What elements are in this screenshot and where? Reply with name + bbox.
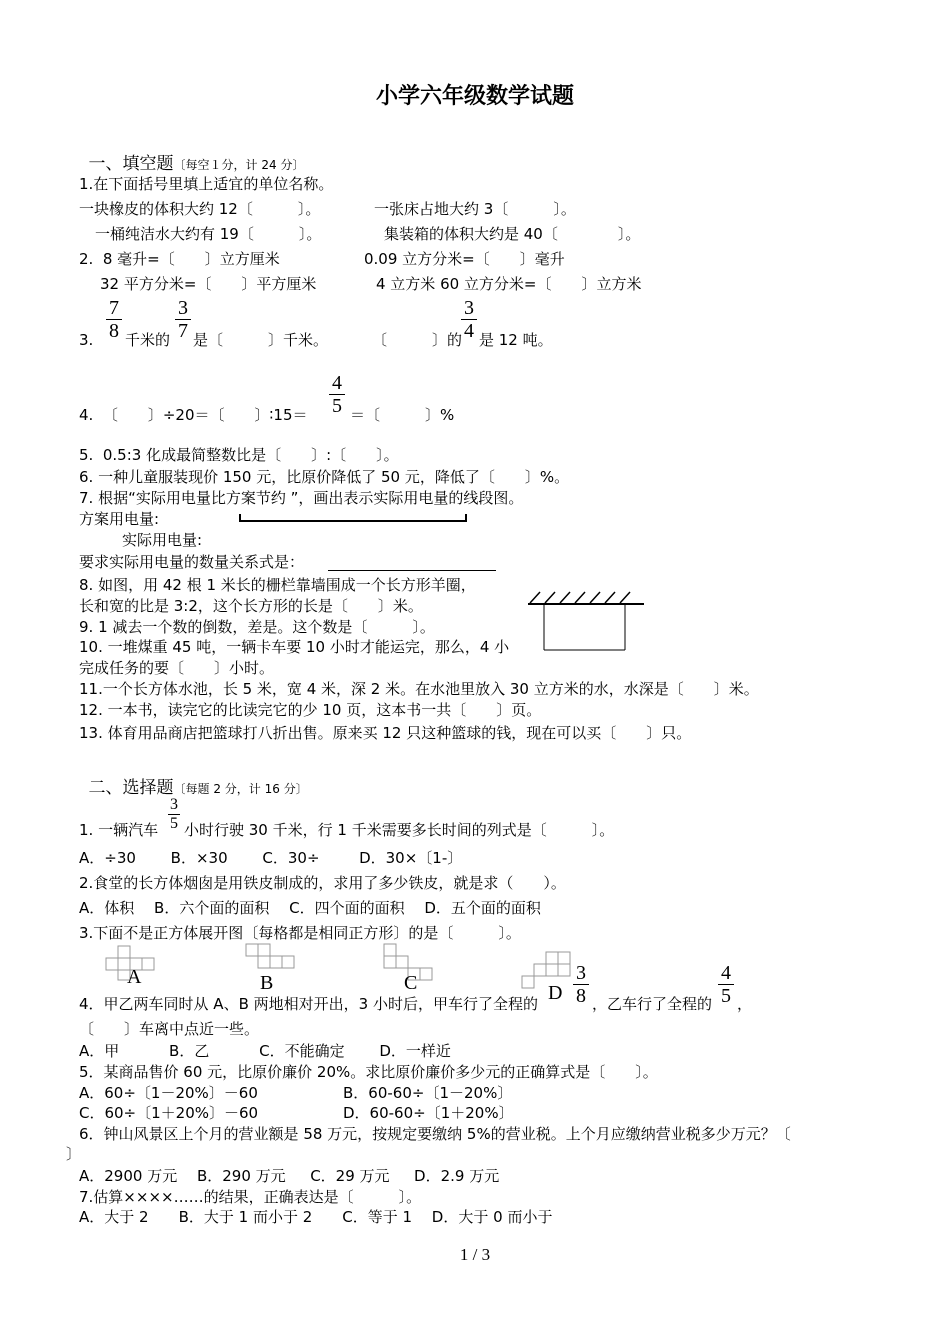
choice-2: 2.食堂的长方体烟囱是用铁皮制成的，求用了多少铁皮，就是求（ ）。 xyxy=(79,874,566,892)
question-8a: 8. 如图，用 42 根 1 米长的栅栏靠墙围成一个长方形羊圈， xyxy=(79,576,476,594)
fraction-3-4: 3 4 xyxy=(461,298,477,341)
fraction-3-5: 3 5 xyxy=(170,796,178,832)
question-2b: 0.09 立方分米=〔 〕毫升 xyxy=(364,250,565,268)
answer-blank-line xyxy=(328,570,496,571)
question-1d: 集装箱的体积大约是 40〔 〕。 xyxy=(384,225,641,243)
fraction-4-5-b: 4 5 xyxy=(718,963,734,1006)
page-number: 1 / 3 xyxy=(459,1245,491,1264)
choice-5-option-c: C．60÷〔1＋20%〕－60 xyxy=(79,1104,259,1122)
question-3-text-c: 〔 〕的 xyxy=(372,331,463,349)
question-4-text-b: ＝〔 〕% xyxy=(350,406,455,424)
question-3-text-a: 千米的 xyxy=(125,331,171,349)
fraction-7-8: 7 8 xyxy=(106,298,122,341)
net-label-d: D xyxy=(548,982,563,1004)
choice-6: 6．钟山风景区上个月的营业额是 58 万元，按规定要缴纳 5%的营业税。上个月应缴纳营业税多少万元？〔 xyxy=(79,1125,791,1143)
net-label-a: A xyxy=(127,966,142,988)
question-2a: 2. 8 毫升=〔 〕立方厘米 xyxy=(79,250,280,268)
question-12: 12. 一本书，读完它的比读完它的少 10 页，这本书一共〔 〕页。 xyxy=(79,701,542,719)
choice-7: 7.估算××××……的结果，正确表达是〔 〕。 xyxy=(79,1188,422,1206)
question-7: 7. 根据“实际用电量比方案节约 ”，画出表示实际用电量的线段图。 xyxy=(79,489,524,507)
choice-1-text-b: 小时行驶 30 千米，行 1 千米需要多长时间的列式是〔 〕。 xyxy=(184,821,615,839)
choice-5-option-b: B．60-60÷〔1－20%〕 xyxy=(343,1084,513,1102)
question-11: 11.一个长方体水池，长 5 米，宽 4 米，深 2 米。在水池里放入 30 立方米的水，水深是〔 〕米。 xyxy=(79,680,759,698)
question-1a: 一块橡皮的体积大约 12〔 〕。 xyxy=(79,200,321,218)
pen-wall-diagram xyxy=(524,588,648,654)
choice-3: 3.下面不是正方体展开图〔每格都是相同正方形〕的是〔 〕。 xyxy=(79,924,521,942)
choice-5: 5．某商品售价 60 元，比原价廉价 20%。求比原价廉价多少元的正确算式是〔 〕。 xyxy=(79,1063,658,1081)
choice-5-option-a: A．60÷〔1－20%〕－60 xyxy=(79,1084,258,1102)
question-1c: 一桶纯洁水大约有 19〔 〕。 xyxy=(95,225,322,243)
question-10a: 10. 一堆煤重 45 吨，一辆卡车要 10 小时才能运完，那么，4 小 xyxy=(79,638,510,656)
relation-prompt: 要求实际用电量的数量关系式是： xyxy=(79,553,305,571)
choice-1-text-a: 1. 一辆汽车 xyxy=(79,821,159,839)
choice-6-bracket: 〕 xyxy=(66,1145,82,1163)
question-8b: 长和宽的比是 3:2，这个长方形的长是〔 〕米。 xyxy=(79,597,423,615)
choice-1-options: A．÷30 B．×30 C．30÷ D．30×〔1-〕 xyxy=(79,849,463,867)
choice-4-text-a: 4．甲乙两车同时从 A、B 两地相对开出，3 小时后，甲车行了全程的 xyxy=(79,995,538,1013)
choice-4-text-b: ，乙车行了全程的 xyxy=(592,995,713,1013)
question-1: 1.在下面括号里填上适宜的单位名称。 xyxy=(79,175,334,193)
choice-4-text-d: 〔 〕车离中点近一些。 xyxy=(79,1020,260,1038)
choice-5-option-d: D．60-60÷〔1＋20%〕 xyxy=(343,1104,514,1122)
question-5: 5. 0.5:3 化成最简整数比是〔 〕:〔 〕。 xyxy=(79,446,399,464)
choice-2-options: A．体积 B．六个面的面积 C．四个面的面积 D．五个面的面积 xyxy=(79,899,541,917)
fraction-3-8: 3 8 xyxy=(573,963,589,1006)
question-9: 9. 1 减去一个数的倒数，差是。这个数是〔 〕。 xyxy=(79,618,435,636)
actual-usage-label: 实际用电量: xyxy=(122,531,203,549)
section-heading-fill: 一、填空题〔每空１分，计 24 分〕 xyxy=(88,154,305,174)
question-4-text-a: 4. 〔 〕÷20＝〔 〕∶15＝ xyxy=(79,406,308,424)
plan-usage-segment xyxy=(236,510,470,526)
question-10b: 完成任务的要〔 〕小时。 xyxy=(79,659,275,677)
section-heading-choice: 二、选择题〔每题 2 分，计 16 分〕 xyxy=(88,778,308,798)
question-3-number: 3. xyxy=(79,331,94,349)
choice-4-text-c: ， xyxy=(737,995,753,1013)
question-13: 13. 体育用品商店把篮球打八折出售。原来买 12 只这种篮球的钱，现在可以买〔 〕只。 xyxy=(79,724,692,742)
cube-net-b xyxy=(242,940,300,976)
choice-7-options: A．大于 2 B．大于 1 而小于 2 C．等于 1 D．大于 0 而小于 xyxy=(79,1208,553,1226)
question-2c: 32 平方分米=〔 〕平方厘米 xyxy=(100,275,317,293)
choice-6-options: A．2900 万元 B．290 万元 C．29 万元 D．2.9 万元 xyxy=(79,1167,500,1185)
net-label-b: B xyxy=(260,972,274,994)
plan-usage-label: 方案用电量: xyxy=(79,510,160,528)
question-2d: 4 立方米 60 立方分米=〔 〕立方米 xyxy=(376,275,642,293)
choice-4-options: A．甲 B．乙 C．不能确定 D．一样近 xyxy=(79,1042,451,1060)
question-3-text-d: 是 12 吨。 xyxy=(479,331,553,349)
question-1b: 一张床占地大约 3〔 〕。 xyxy=(374,200,576,218)
page-title: 小学六年级数学试题 xyxy=(375,84,574,109)
question-6: 6. 一种儿童服装现价 150 元，比原价降低了 50 元，降低了〔 〕%。 xyxy=(79,468,570,486)
fraction-4-5-a: 4 5 xyxy=(329,373,345,416)
fraction-3-7: 3 7 xyxy=(175,298,191,341)
question-3-text-b: 是〔 〕千米。 xyxy=(193,331,329,349)
net-label-c: C xyxy=(404,972,418,994)
